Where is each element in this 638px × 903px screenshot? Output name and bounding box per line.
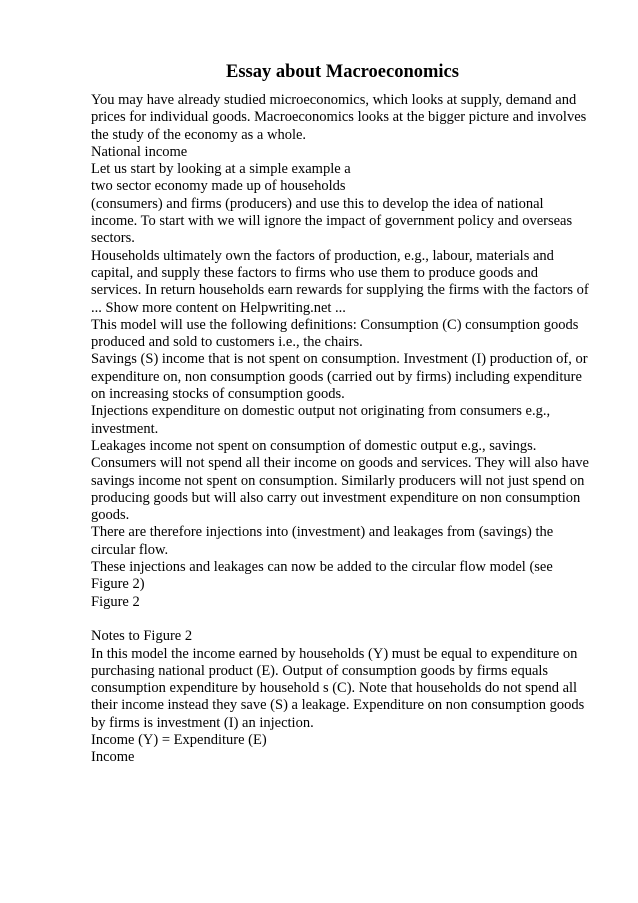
document-title: Essay about Macroeconomics bbox=[226, 62, 459, 82]
text-line: sectors. bbox=[91, 230, 135, 247]
text-line: ... Show more content on Helpwriting.net ... bbox=[91, 299, 346, 316]
text-line: circular flow. bbox=[91, 541, 169, 558]
text-line: (consumers) and firms (producers) and use this to develop the idea of national bbox=[91, 195, 544, 212]
text-line: Income bbox=[91, 749, 135, 766]
text-line: savings income not spent on consumption. Similarly producers will not just spend on bbox=[91, 472, 585, 489]
text-line: capital, and supply these factors to firms who use them to produce goods and bbox=[91, 264, 538, 281]
text-line: Notes to Figure 2 bbox=[91, 628, 193, 645]
text-line: investment. bbox=[91, 420, 159, 437]
blank-line bbox=[91, 611, 598, 628]
text-line: Savings (S) income that is not spent on consumption. Investment (I) production of, or bbox=[91, 351, 588, 368]
text-line: the study of the economy as a whole. bbox=[91, 126, 307, 143]
text-line: produced and sold to customers i.e., the chairs. bbox=[91, 334, 363, 351]
text-line: goods. bbox=[91, 507, 130, 524]
text-line: This model will use the following definitions: Consumption (C) consumption goods bbox=[91, 316, 579, 333]
text-line: purchasing national product (E). Output of consumption goods by firms equals bbox=[91, 662, 549, 679]
text-line: producing goods but will also carry out investment expenditure on non consumption bbox=[91, 489, 581, 506]
text-line: prices for individual goods. Macroeconomics looks at the bigger picture and involves bbox=[91, 109, 587, 126]
text-line: Leakages income not spent on consumption of domestic output e.g., savings. bbox=[91, 437, 537, 454]
text-line: These injections and leakages can now be added to the circular flow model (see bbox=[91, 559, 553, 576]
text-line: income. To start with we will ignore the impact of government policy and overseas bbox=[91, 213, 573, 230]
text-line: Consumers will not spend all their income on goods and services. They will also have bbox=[91, 455, 589, 472]
text-line: their income instead they save (S) a leakage. Expenditure on non consumption goods bbox=[91, 697, 585, 714]
text-line: Let us start by looking at a simple example a bbox=[91, 161, 351, 178]
text-line: on increasing stocks of consumption goods. bbox=[91, 386, 345, 403]
text-line: services. In return households earn rewards for supplying the firms with the factors of bbox=[91, 282, 589, 299]
text-line: Injections expenditure on domestic output not originating from consumers e.g., bbox=[91, 403, 551, 420]
text-line: consumption expenditure by household s (C). Note that households do not spend all bbox=[91, 680, 578, 697]
text-line: Income (Y) = Expenditure (E) bbox=[91, 731, 267, 748]
document-body bbox=[91, 92, 598, 767]
text-line: by firms is investment (I) an injection. bbox=[91, 714, 314, 731]
text-line: National income bbox=[91, 143, 188, 160]
text-line: Figure 2) bbox=[91, 576, 145, 593]
text-line: In this model the income earned by households (Y) must be equal to expenditure on bbox=[91, 645, 578, 662]
text-line: There are therefore injections into (investment) and leakages from (savings) the bbox=[91, 524, 554, 541]
text-line: two sector economy made up of households bbox=[91, 178, 346, 195]
text-line: You may have already studied microeconomics, which looks at supply, demand and bbox=[91, 92, 577, 108]
text-line: Households ultimately own the factors of production, e.g., labour, materials and bbox=[91, 247, 554, 264]
text-line: Figure 2 bbox=[91, 593, 140, 610]
text-line: expenditure on, non consumption goods (carried out by firms) including expenditure bbox=[91, 368, 582, 385]
